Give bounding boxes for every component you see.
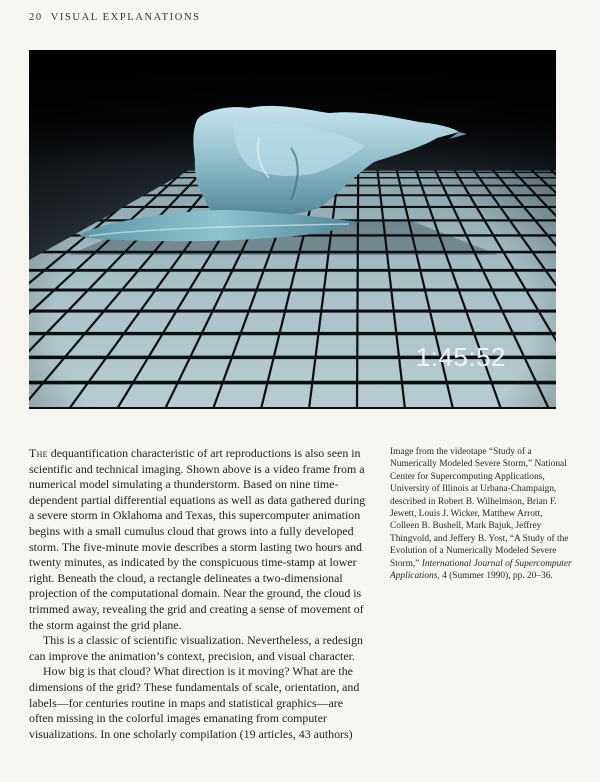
page-number: 20 [29, 12, 43, 23]
time-stamp: 1:45:52 [415, 342, 506, 372]
body-text [29, 446, 369, 742]
running-head [29, 12, 201, 23]
running-title: VISUAL EXPLANATIONS [50, 12, 201, 23]
caption-text: Image from the videotape “Study of a Numerically Modeled Severe Storm,” National Center for Supercomputing Applications, University of Illinois at Urbana-Champaign, described in Robert B. Wilhelmson, Brian F. Jewett, Louis J. Wicker, Matthew Arrott, Colleen B. Bushell, Mark Bajuk, Jeffrey Thingvold, and Jeffery B. Yost, “A Study of the Evolution of a Numerically Modeled Severe Storm,” [390, 447, 569, 569]
paragraph-2: This is a classic of scientific visualization. Nevertheless, a redesign can improve the animation’s context, precision, and visual character. [29, 633, 363, 663]
paragraph-1 [29, 446, 369, 633]
paragraph-1-text: dequantification characteristic of art reproductions is also seen in scientific and technical imaging. Shown above is a video frame from a numerical model simulating a thunderstorm. Based on nine time-dependent partial differential equations as well as data gathered during a severe storm in Oklahoma and Texas, this supercomputer animation begins with a small cumulus cloud that grows into a fully developed storm. The five-minute movie describes a storm lasting two hours and twenty minutes, as indicated by the conspicuous time-stamp at lower right. Beneath the cloud, a rectangle delineates a two-dimensional projection of the computational domain. Near the ground, the cloud is trimmed away, revealing the grid and creating a sense of movement of the storm against the grid plane. [29, 446, 366, 632]
figure-caption [390, 446, 572, 582]
journal-title: International Journal of Supercomputer Applications [390, 558, 572, 582]
caption-citation: , 4 (Summer 1990), pp. 20–36. [437, 571, 553, 582]
storm-video-frame [29, 50, 556, 409]
paragraph-3: How big is that cloud? What direction is it moving? What are the dimensions of the grid? These fundamentals of scale, orientation, and labels—for centuries routine in maps and statistical graphics—are often missing in the colorful images emanating from computer visualizations. In one scholarly compilation (19 articles, 43 authors) [29, 664, 360, 741]
lead-word: The [29, 446, 48, 460]
